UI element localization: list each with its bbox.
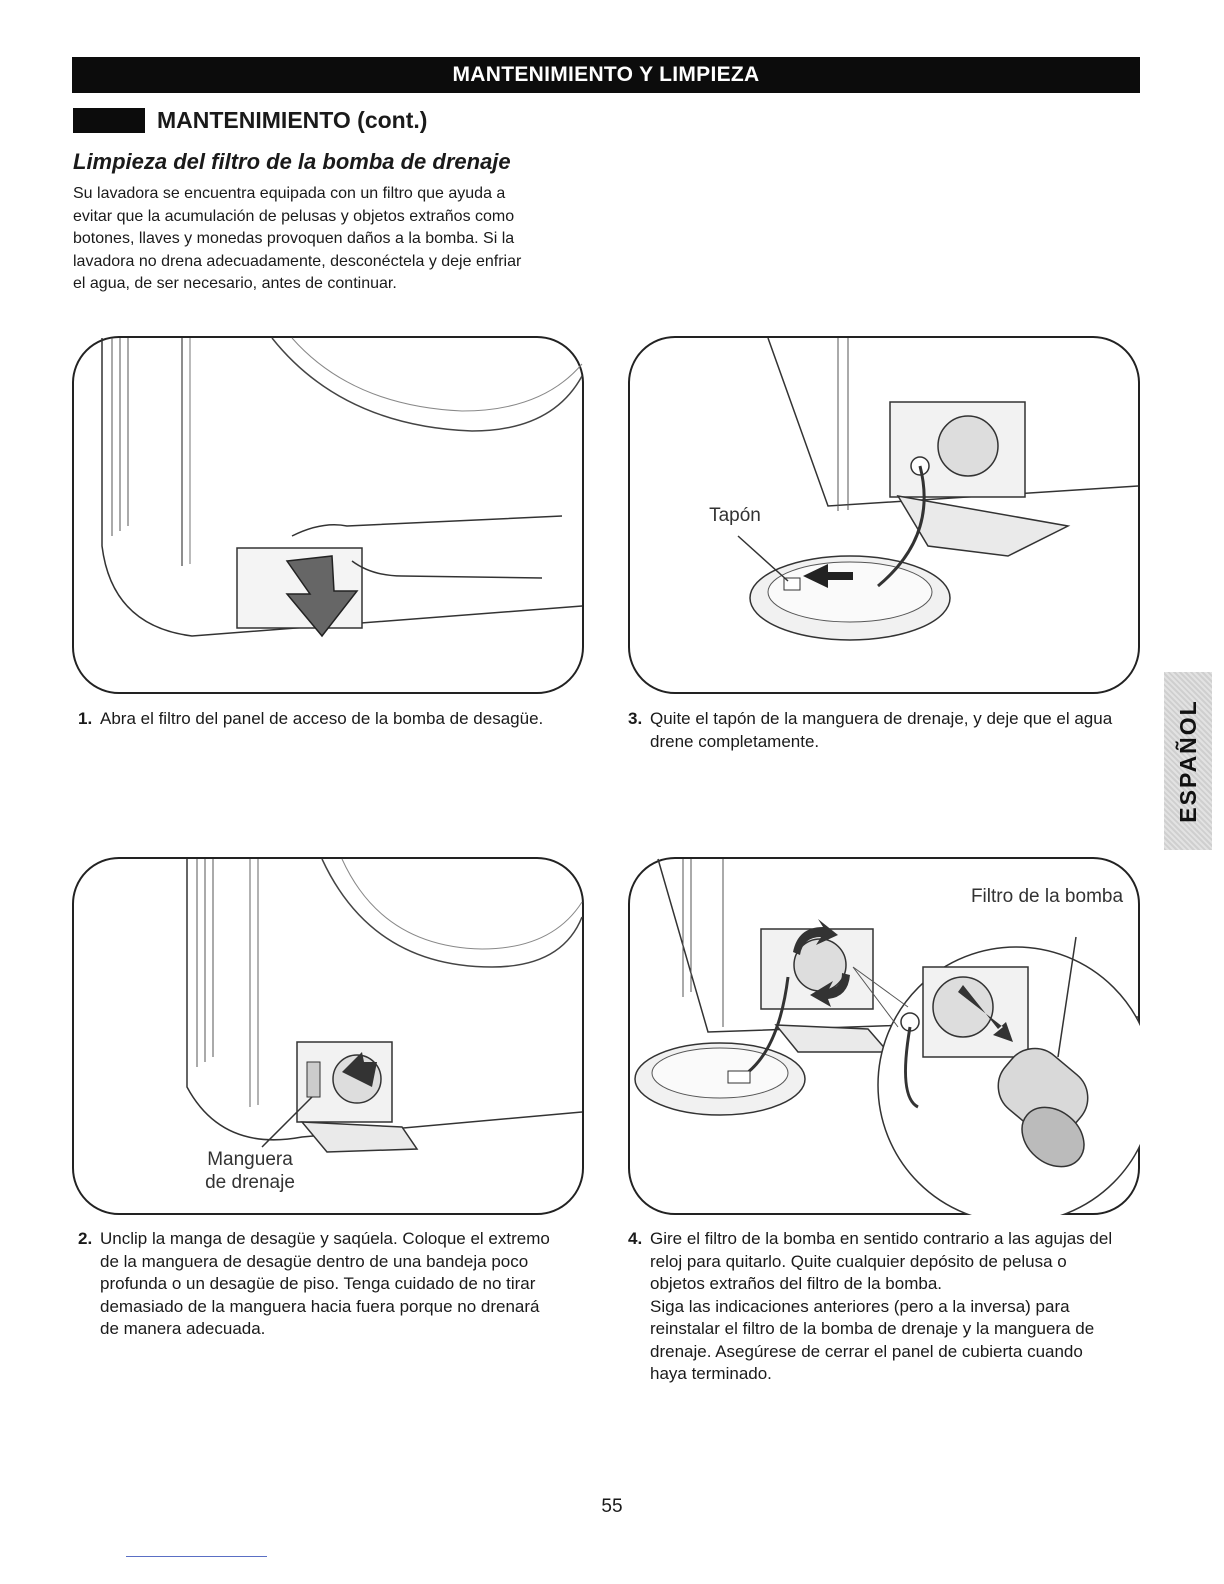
section-marker-bar [73,108,145,133]
step-line: Siga las indicaciones anteriores (pero a la inversa) para [650,1296,1070,1316]
step-text [650,708,1112,753]
step-text [100,1228,550,1341]
page-number: 55 [601,1496,623,1517]
step-line: Unclip la manga de desagüe y saqúela. Coloque el extremo [100,1229,550,1248]
illustration-step-2 [72,857,584,1215]
step-line: objetos extraños del filtro de la bomba. [650,1274,943,1293]
pump-filter-label: Filtro de la bomba [970,886,1124,907]
intro-line: lavadora no drena adecuadamente, desconéctela y deje enfriar [73,252,522,270]
step-line: reinstalar el filtro de la bomba de drenaje y la manguera de [650,1319,1095,1338]
step-line: profunda o un desagüe de piso. Tenga cuidado de no tirar [100,1274,536,1293]
section-title: MANTENIMIENTO (cont.) [157,107,428,133]
step-line: Abra el filtro del panel de acceso de la bomba de desagüe. [100,709,544,728]
step-line: de la manguera de desagüe dentro de una bandeja poco [100,1251,529,1271]
drain-hose-label-line: de drenaje [205,1172,295,1193]
step-line: demasiado de la manguera hacia fuera porque no drenará [100,1296,540,1316]
step-number: 3. [628,709,643,728]
washer-drain-hose-illustration [72,857,584,1215]
language-side-tab [1164,672,1212,850]
intro-line: botones, llaves y monedas provoquen daños a la bomba. Si la [73,230,515,248]
intro-line: evitar que la acumulación de pelusas y objetos extraños como [73,207,515,225]
step-number: 2. [78,1229,93,1248]
step-number: 4. [628,1229,643,1248]
step-text [100,708,543,731]
step-line: drene completamente. [650,731,820,751]
step-line: Quite el tapón de la manguera de drenaje, y deje que el agua [650,709,1113,728]
drain-hose-label [190,1148,310,1194]
intro-paragraph [73,183,593,296]
intro-line: Su lavadora se encuentra equipada con un filtro que ayuda a [73,185,506,202]
intro-line: el agua, de ser necesario, antes de continuar. [73,275,397,293]
step-line: drenaje. Asegúrese de cerrar el panel de cubierta cuando [650,1341,1083,1361]
washer-pump-filter-illustration [628,857,1140,1215]
step-number: 1. [78,709,93,728]
drain-hose-label-line: Manguera [207,1149,293,1170]
language-tab-label: ESPAÑOL [1175,699,1201,823]
step-line: de manera adecuada. [100,1319,266,1338]
washer-panel-open-illustration [72,336,584,694]
footer-divider [126,1556,267,1557]
step-line: Gire el filtro de la bomba en sentido contrario a las agujas del [650,1229,1113,1248]
section-banner: MANTENIMIENTO Y LIMPIEZA [72,57,1140,93]
illustration-step-1 [72,336,584,694]
step-line: haya terminado. [650,1364,772,1383]
step-line: reloj para quitarlo. Quite cualquier depósito de pelusa o [650,1251,1067,1271]
illustration-step-4 [628,857,1140,1215]
step-text [650,1228,1112,1386]
subsection-title: Limpieza del filtro de la bomba de drenaje [73,149,511,174]
plug-label: Tapón [709,505,761,526]
